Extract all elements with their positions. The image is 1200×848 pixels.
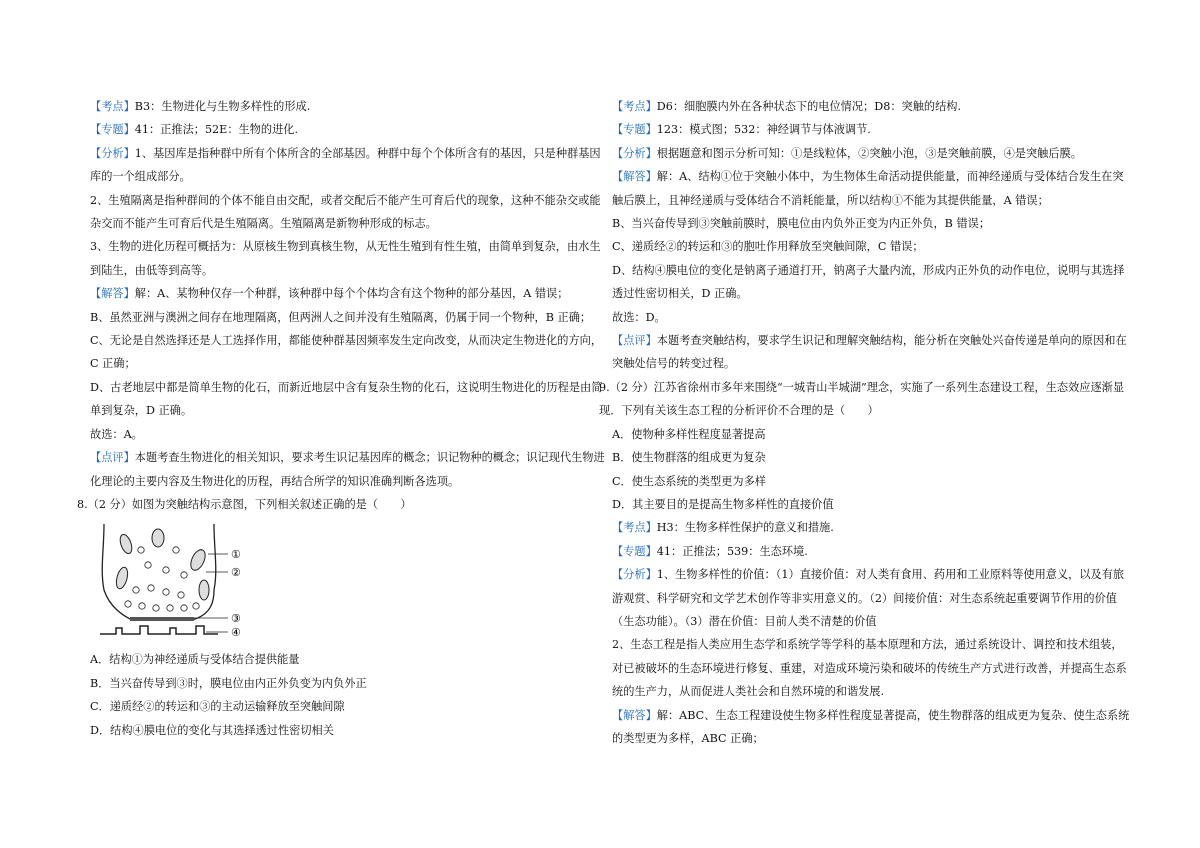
paragraph bbox=[612, 142, 1132, 165]
q9-stem: 9.（2 分）江苏省徐州市多年来围绕“一城青山半城湖”理念，实施了一系列生态建设工程，生态效应逐渐显现．下列有关该生态工程的分析评价不合理的是（ ） bbox=[599, 380, 1125, 418]
section-tag: 【分析】 bbox=[90, 146, 135, 160]
paragraph-text: 解：A、某物种仅存一个种群，该种群中每个个体均含有这个物种的部分基因，A 错误； bbox=[134, 287, 569, 301]
paragraph-text: 故选：A。 bbox=[90, 427, 143, 441]
paragraph-text: 3、生物的进化历程可概括为：从原核生物到真核生物，从无性生殖到有性生殖，由简单到复杂，由水生到陆生，由低等到高等。 bbox=[90, 240, 601, 277]
paragraph bbox=[612, 329, 1132, 376]
option-b: B．当兴奋传导到③时，膜电位由内正外负变为内负外正 bbox=[90, 676, 367, 690]
figure-label-1: ① bbox=[231, 548, 241, 562]
section-tag: 【解答】 bbox=[612, 708, 657, 722]
paragraph-text: 123：模式图；532：神经调节与体液调节. bbox=[656, 123, 871, 137]
right-column bbox=[599, 95, 1132, 750]
paragraph-text: B、当兴奋传导到③突触前膜时，膜电位由内负外正变为内正外负，B 错误； bbox=[612, 217, 991, 231]
paragraph-text: 解：ABC、生态工程建设使生物多样性程度显著提高，使生物群落的组成更为复杂、使生态系统的类型更为多样，ABC 正确； bbox=[612, 708, 1130, 745]
q7-analysis bbox=[90, 95, 610, 493]
synapse-diagram bbox=[96, 520, 256, 642]
paragraph-text: 本题考查突触结构，要求学生识记和理解突触结构，能分析在突触处兴奋传递是单向的原因和在突触处信号的转变过程。 bbox=[612, 334, 1127, 371]
section-tag: 【考点】 bbox=[612, 521, 657, 535]
paragraph bbox=[612, 235, 1132, 258]
q8-stem: 8.（2 分）如图为突触结构示意图，下列相关叙述正确的是（ ） bbox=[77, 497, 412, 511]
paragraph-text: D、结构④膜电位的变化是钠离子通道打开，钠离子大量内流，形成内正外负的动作电位，说明与其选择透过性密切相关，D 正确。 bbox=[612, 263, 1125, 301]
paragraph bbox=[612, 563, 1132, 633]
paragraph bbox=[612, 306, 1132, 329]
paragraph-text: 根据题意和图示分析可知：①是线粒体，②突触小泡，③是突触前膜，④是突触后膜。 bbox=[656, 146, 1082, 160]
figure-label-2: ② bbox=[231, 566, 241, 580]
paragraph bbox=[90, 446, 610, 493]
figure-label-4: ④ bbox=[231, 626, 241, 640]
q9-analysis bbox=[612, 516, 1132, 750]
paragraph-text: B、虽然亚洲与澳洲之间存在地理隔离，但两洲人之间并没有生殖隔离，仍属于同一个物种，B 正确； bbox=[90, 310, 592, 324]
section-tag: 【考点】 bbox=[90, 100, 135, 113]
paragraph bbox=[612, 95, 1132, 118]
paragraph bbox=[90, 142, 610, 189]
paragraph-text: 1、基因库是指种群中所有个体所含的全部基因。种群中每个个体所含有的基因，只是种群基因库的一个组成部分。 bbox=[90, 146, 601, 184]
option-a: A．使物种多样性程度显著提高 bbox=[612, 427, 766, 441]
section-tag: 【解答】 bbox=[90, 287, 135, 301]
paragraph-text: C、无论是自然选择还是人工选择作用，都能使种群基因频率发生定向改变，从而决定生物进化的方向，C 正确； bbox=[90, 334, 603, 371]
left-column bbox=[77, 95, 610, 742]
section-tag: 【专题】 bbox=[612, 544, 657, 558]
option-b: B．使生物群落的组成更为复杂 bbox=[612, 451, 766, 465]
option-c: C．递质经②的转运和③的主动运输释放至突触间隙 bbox=[90, 700, 345, 714]
paragraph bbox=[90, 189, 610, 236]
paragraph bbox=[612, 259, 1132, 306]
paragraph-text: 2、生态工程是指人类应用生态学和系统学等学科的基本原理和方法，通过系统设计、调控和技术组装，对已被破坏的生态环境进行修复、重建，对造成环境污染和破坏的传统生产方式进行改善，并提高生态系统的生产力，从而促进人类社会和自然环境的和谐发展. bbox=[612, 638, 1127, 699]
paragraph bbox=[612, 165, 1132, 212]
option-c: C．使生态系统的类型更为多样 bbox=[612, 474, 766, 488]
section-tag: 【点评】 bbox=[612, 334, 657, 348]
q8-options bbox=[90, 648, 610, 742]
paragraph bbox=[90, 95, 610, 118]
paragraph bbox=[90, 306, 610, 329]
paragraph-text: H3：生物多样性保护的意义和措施. bbox=[656, 521, 834, 535]
paragraph bbox=[612, 704, 1132, 751]
paragraph-text: 本题考查生物进化的相关知识，要求考生识记基因库的概念；识记物种的概念；识记现代生物进化理论的主要内容及生物进化的历程，再结合所学的知识准确判断各选项。 bbox=[90, 451, 605, 488]
paragraph-text: 2、生殖隔离是指种群间的个体不能自由交配，或者交配后不能产生可育后代的现象，这种不能杂交或能杂交而不能产生可育后代是生殖隔离。生殖隔离是新物种形成的标志。 bbox=[90, 193, 601, 231]
paragraph bbox=[90, 376, 610, 423]
option-d: D．结构④膜电位的变化与其选择透过性密切相关 bbox=[90, 723, 334, 737]
section-tag: 【考点】 bbox=[612, 100, 657, 113]
paragraph-text: 1、生物多样性的价值：（1）直接价值：对人类有食用、药用和工业原料等使用意义，以及有旅游观赏、科学研究和文学艺术创作等非实用意义的。（2）间接价值：对生态系统起重要调节作用的价值（生态功能）。（3）潜在价值：目前人类不清楚的价值 bbox=[612, 568, 1125, 628]
paragraph bbox=[90, 235, 610, 282]
paragraph-text: C、递质经②的转运和③的胞吐作用释放至突触间隙，C 错误； bbox=[612, 240, 924, 254]
paragraph-text: 41：正推法；539：生态环境. bbox=[656, 544, 808, 558]
paragraph bbox=[612, 118, 1132, 141]
figure-label-3: ③ bbox=[231, 612, 241, 626]
option-a: A．结构①为神经递质与受体结合提供能量 bbox=[90, 653, 300, 667]
section-tag: 【分析】 bbox=[612, 146, 657, 160]
q9-options bbox=[612, 423, 1132, 517]
paragraph bbox=[612, 212, 1132, 235]
paragraph-text: 故选：D。 bbox=[612, 310, 666, 324]
paragraph bbox=[612, 633, 1132, 703]
paragraph-text: B3：生物进化与生物多样性的形成. bbox=[134, 100, 311, 113]
paragraph bbox=[90, 282, 610, 305]
paragraph bbox=[90, 118, 610, 141]
paragraph bbox=[90, 329, 610, 376]
option-d: D．其主要目的是提高生物多样性的直接价值 bbox=[612, 497, 834, 511]
paragraph bbox=[90, 423, 610, 446]
paragraph bbox=[612, 516, 1132, 539]
section-tag: 【点评】 bbox=[90, 451, 135, 465]
paragraph-text: D、古老地层中都是简单生物的化石，而新近地层中含有复杂生物的化石，这说明生物进化的历程是由简单到复杂，D 正确。 bbox=[90, 380, 603, 418]
paragraph bbox=[612, 540, 1132, 563]
section-tag: 【分析】 bbox=[612, 568, 657, 582]
section-tag: 【专题】 bbox=[612, 123, 657, 137]
paragraph-text: D6：细胞膜内外在各种状态下的电位情况；D8：突触的结构. bbox=[656, 100, 961, 113]
section-tag: 【专题】 bbox=[90, 123, 135, 137]
paragraph-text: 41：正推法；52E：生物的进化. bbox=[134, 123, 299, 137]
q8-analysis bbox=[612, 95, 1132, 376]
paragraph-text: 解：A、结构①位于突触小体中，为生物体生命活动提供能量，而神经递质与受体结合发生在突触后膜上，且神经递质与受体结合不消耗能量，所以结构①不能为其提供能量，A 错误； bbox=[612, 170, 1124, 207]
section-tag: 【解答】 bbox=[612, 170, 657, 184]
